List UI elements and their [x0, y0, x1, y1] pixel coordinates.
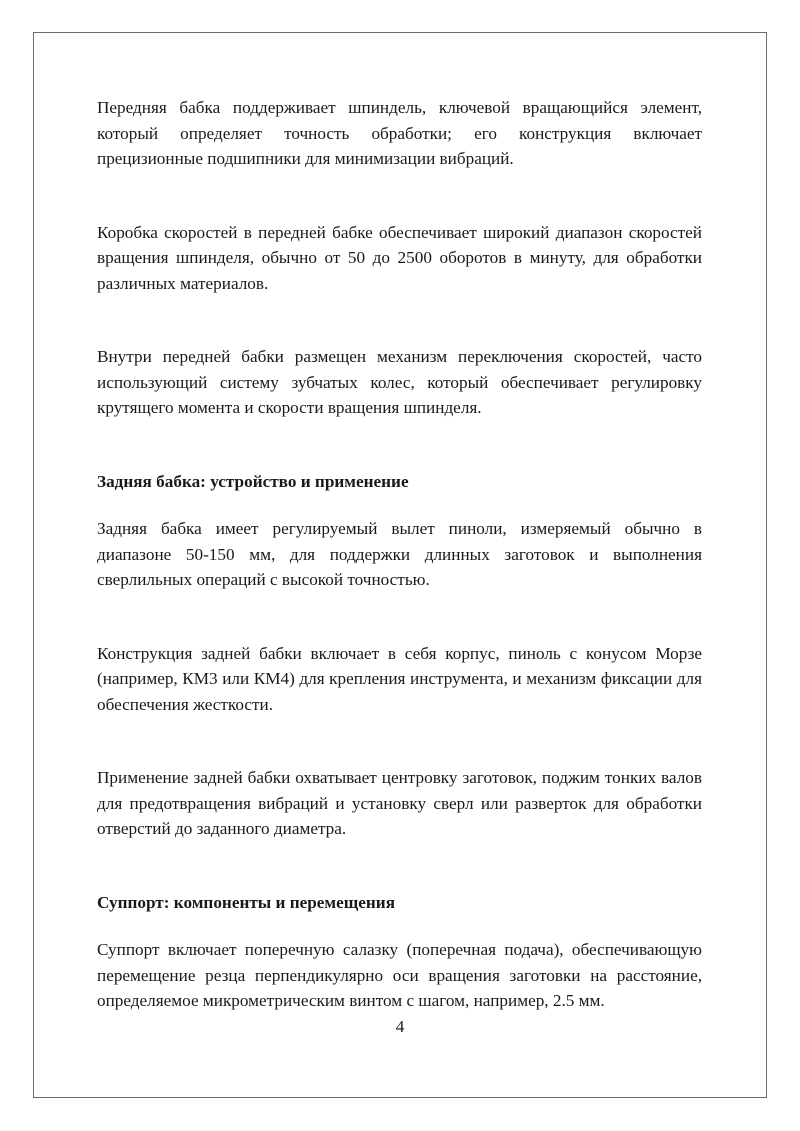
section-heading-tailstock: Задняя бабка: устройство и применение: [97, 471, 409, 491]
paragraph-gearbox: Коробка скоростей в передней бабке обеспечивает широкий диапазон скоростей вращения шпинделя, обычно от 50 до 2500 оборотов в минуту, для обработки различных материалов.: [97, 222, 702, 293]
page-number: 4: [395, 1017, 405, 1036]
document-body: [97, 95, 702, 1014]
paragraph-tailstock-construction: Конструкция задней бабки включает в себя корпус, пиноль с конусом Морзе (например, КМ3 или КМ4) для крепления инструмента, и механизм фиксации для обеспечения жесткости.: [97, 643, 702, 714]
paragraph-tailstock-application: Применение задней бабки охватывает центровку заготовок, поджим тонких валов для предотвращения вибраций и установку сверл или разверток для обработки отверстий до заданного диаметра.: [97, 768, 702, 838]
paragraph-speed-switching: Внутри передней бабки размещен механизм переключения скоростей, часто использующий систему зубчатых колес, который обеспечивает регулировку крутящего момента и скорости вращения шпинделя.: [97, 347, 702, 417]
section-heading-carriage: Суппорт: компоненты и перемещения: [97, 892, 396, 912]
paragraph-headstock-spindle: Передняя бабка поддерживает шпиндель, ключевой вращающийся элемент, который определяет точность обработки; его конструкция включает прецизионные подшипники для минимизации вибраций.: [97, 98, 702, 168]
paragraph-tailstock-quill: Задняя бабка имеет регулируемый вылет пиноли, измеряемый обычно в диапазоне 50-150 мм, для поддержки длинных заготовок и выполнения сверлильных операций с высокой точностью.: [97, 519, 702, 589]
paragraph-cross-slide: Суппорт включает поперечную салазку (поперечная подача), обеспечивающую перемещение резца перпендикулярно оси вращения заготовки на расстояние, определяемое микрометрическим винтом с шагом, например, 2.5 мм.: [97, 940, 702, 1010]
